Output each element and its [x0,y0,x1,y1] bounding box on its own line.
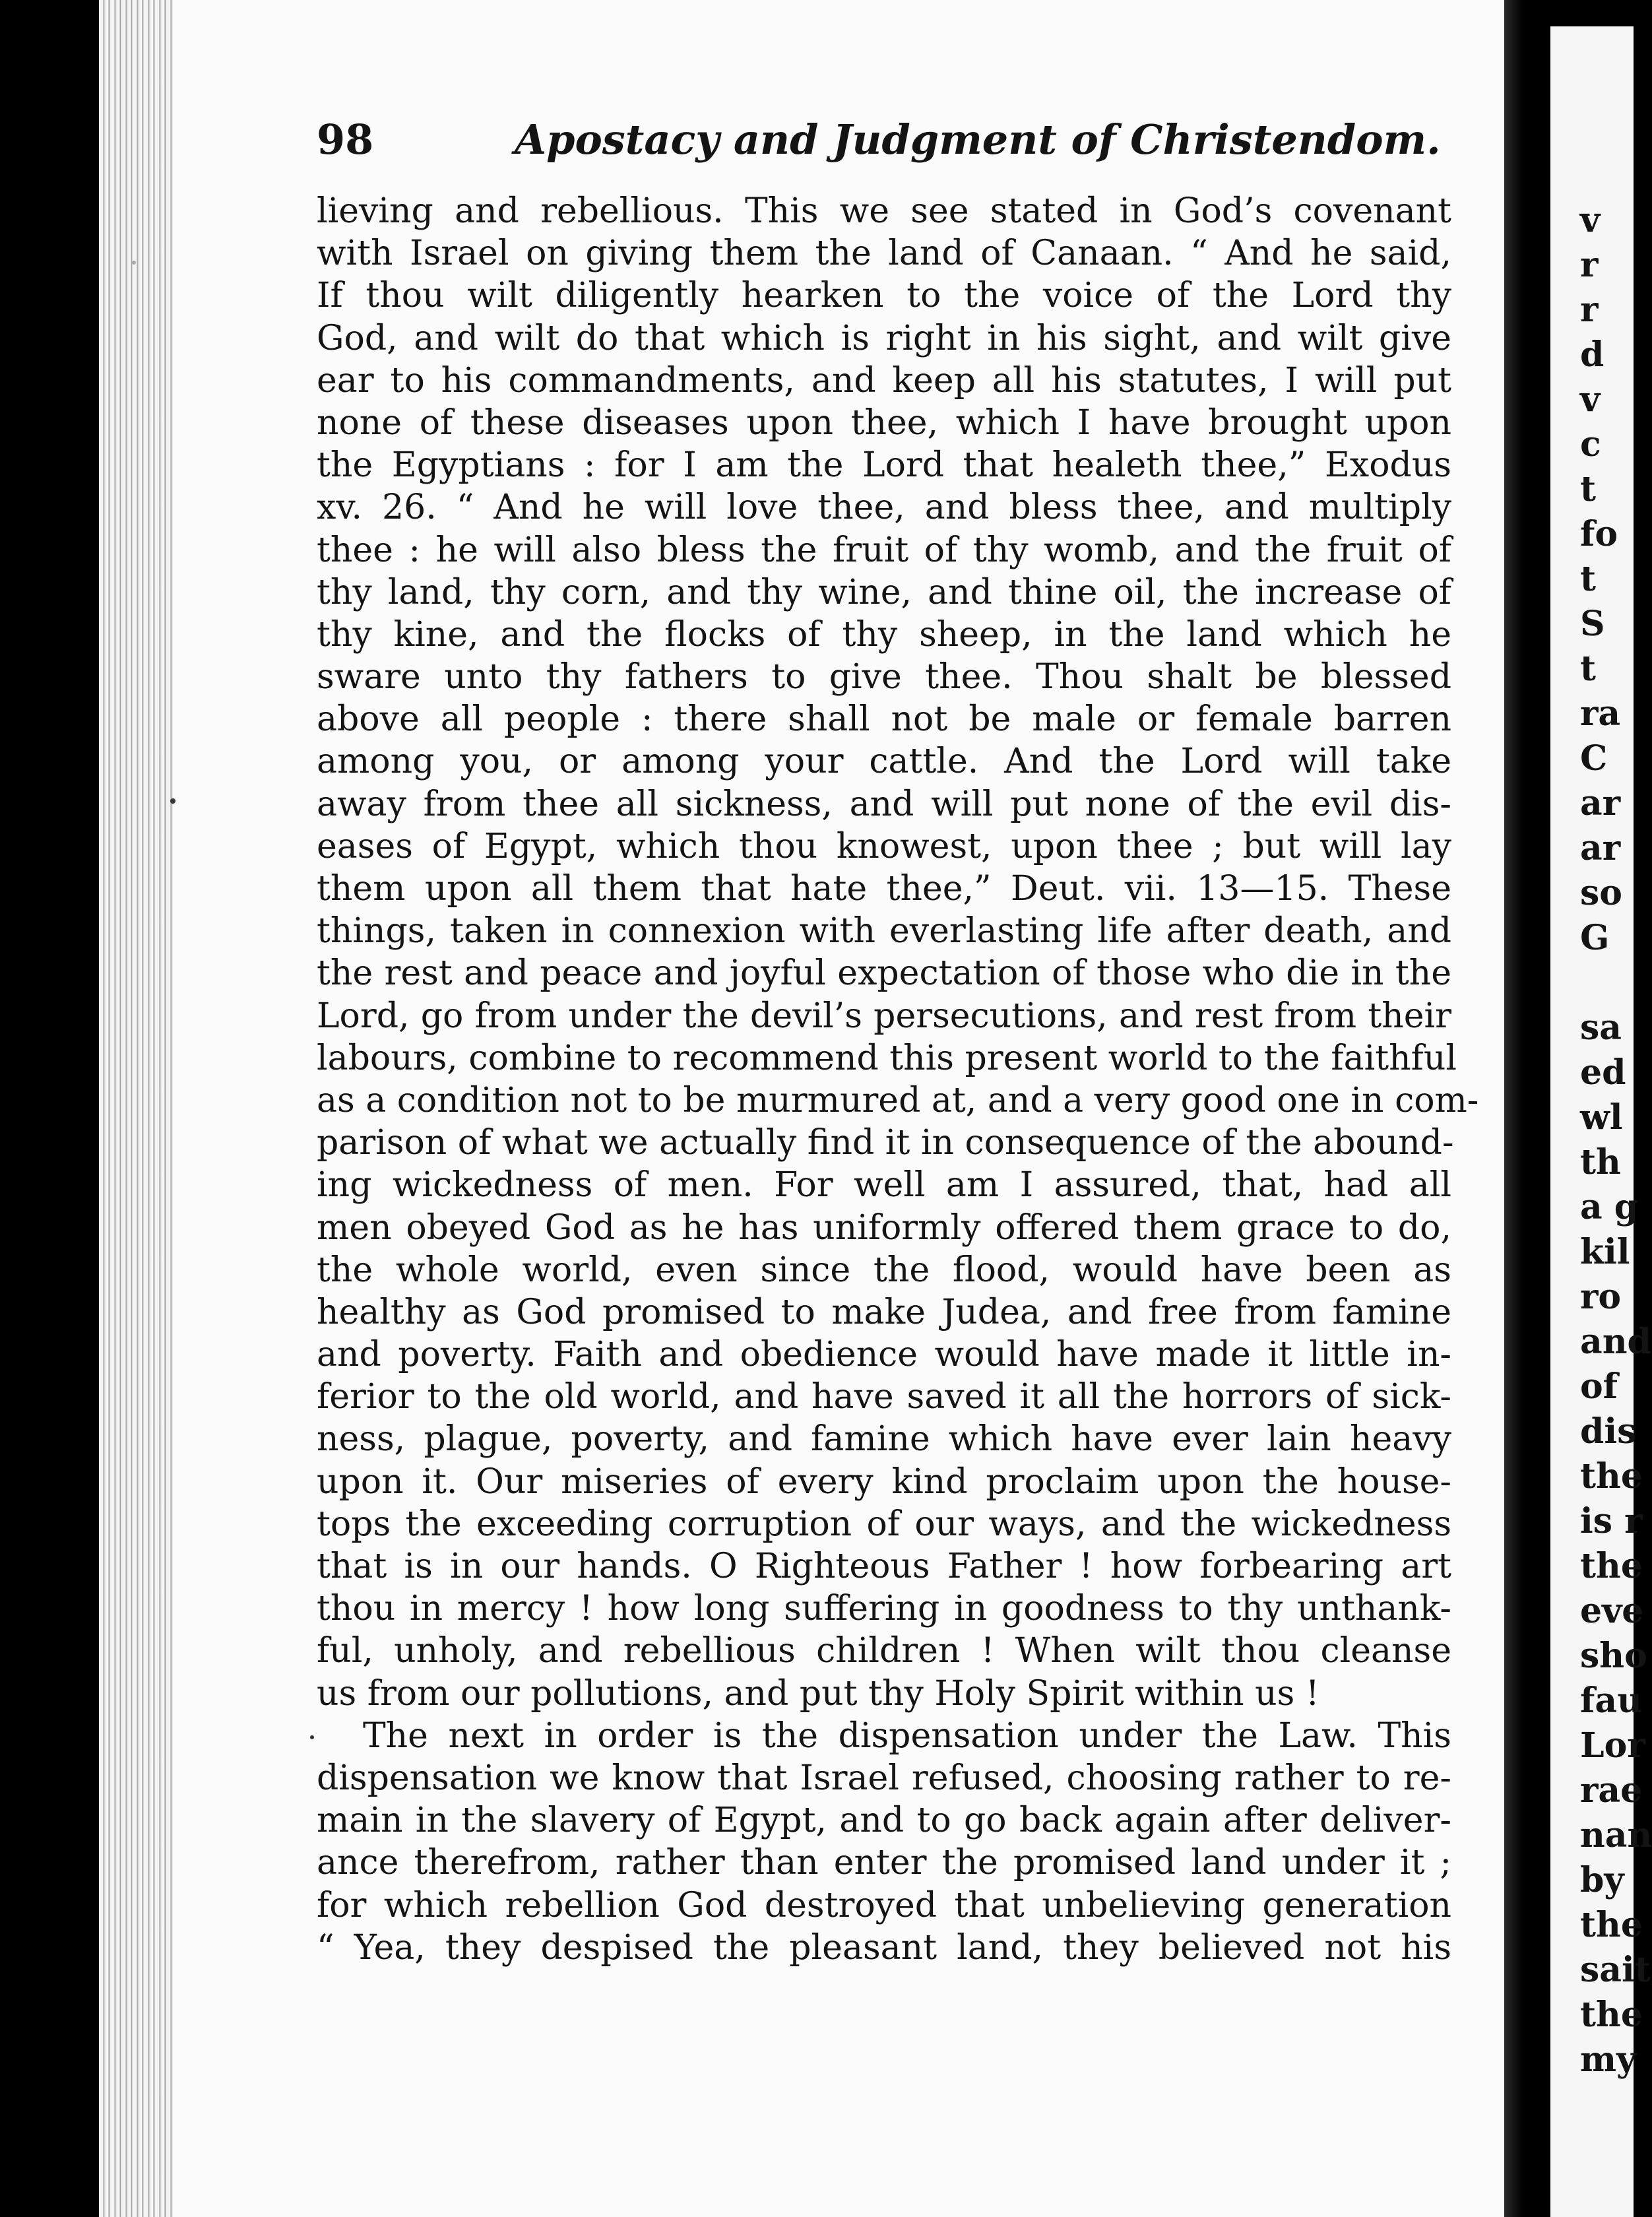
body-line: among you, or among your cattle. And the Lord will take [317,742,1451,782]
body-line: away from thee all sickness, and will put none of the evil dis- [317,784,1451,824]
body-line: the whole world, even since the flood, would have been as [317,1250,1451,1290]
body-line: lieving and rebellious. This we see stated in God’s covenant [317,191,1451,231]
facing-page-fragment: c [1580,424,1601,465]
body-line: ferior to the old world, and have saved it all the horrors of sick- [317,1377,1451,1417]
facing-page-fragment: r [1580,290,1599,330]
facing-page-fragment: so [1580,873,1622,913]
facing-page-fragment: v [1580,200,1601,240]
body-line: and poverty. Faith and obedience would have made it little in- [317,1335,1451,1375]
facing-page-fragment: the [1580,1546,1643,1586]
body-line: If thou wilt diligently hearken to the voice of the Lord thy [317,276,1451,316]
facing-page-text [1580,198,1652,2082]
body-line: thee : he will also bless the fruit of thy womb, and the fruit of [317,530,1451,570]
facing-page-fragment: of [1580,1366,1618,1407]
facing-page-gap [1580,961,1634,1006]
body-line: ance therefrom, rather than enter the promised land under it ; [317,1843,1451,1883]
body-line: thy kine, and the flocks of thy sheep, in the land which he [317,614,1451,655]
scan-speck [132,261,136,265]
scan-speck [310,1735,314,1739]
body-line: them upon all them that hate thee,” Deut. vii. 13—15. These [317,869,1451,909]
facing-page-fragment: ra [1580,693,1621,734]
body-line: Lord, go from under the devil’s persecutions, and rest from their [317,996,1451,1036]
running-head [317,115,1465,181]
facing-page-fragment: th [1580,1142,1621,1182]
body-line: healthy as God promised to make Judea, and free from famine [317,1292,1451,1332]
body-line: for which rebellion God destroyed that unbelieving generation [317,1885,1451,1925]
body-line: that is in our hands. O Righteous Father ! how forbearing art [317,1547,1451,1586]
body-line: eases of Egypt, which thou knowest, upon thee ; but will lay [317,826,1451,866]
facing-page-fragment: r [1580,245,1599,285]
body-line: labours, combine to recommend this present world to the faithful [317,1038,1457,1078]
body-line: the rest and peace and joyful expectation of those who die in the [317,953,1451,994]
facing-page-fragment: ed [1580,1052,1626,1093]
body-line: parison of what we actually find it in consequence of the abound- [317,1123,1454,1163]
facing-page-fragment: is r [1580,1501,1643,1541]
body-line: with Israel on giving them the land of Canaan. “ And he said, [317,234,1451,274]
body-line: xv. 26. “ And he will love thee, and bless thee, and multiply [317,488,1451,528]
body-line: thy land, thy corn, and thy wine, and thine oil, the increase of [317,572,1451,612]
facing-page-fragment: nan [1580,1815,1652,1855]
body-line: us from our pollutions, and put thy Holy Spirit within us ! [317,1673,1319,1714]
body-line: “ Yea, they despised the pleasant land, they believed not his [317,1927,1451,1968]
body-line: thou in mercy ! how long suffering in goodness to thy unthank- [317,1589,1451,1629]
facing-page-fragment: ar [1580,783,1621,823]
page-stack-edges [99,0,178,2217]
facing-page-fragment: dis [1580,1411,1637,1452]
facing-page-fragment: fo [1580,514,1618,554]
facing-page-fragment: fau [1580,1681,1642,1721]
facing-page-fragment: G [1580,918,1610,958]
body-line: The next in order is the dispensation under the Law. This [363,1716,1451,1756]
scan-speck [170,798,175,804]
body-text [317,190,1479,1969]
facing-page-fragment: ro [1580,1277,1622,1317]
body-line: things, taken in connexion with everlasting life after death, and [317,911,1451,951]
facing-page-fragment: the [1580,1905,1643,1945]
body-line: main in the slavery of Egypt, and to go back again after deliver- [317,1801,1451,1841]
body-line: sware unto thy fathers to give thee. Thou shalt be blessed [317,657,1451,697]
body-line: upon it. Our miseries of every kind proclaim upon the house- [317,1462,1451,1502]
facing-page-fragment: sait [1580,1950,1651,1990]
body-line: ful, unholy, and rebellious children ! When wilt thou cleanse [317,1631,1451,1671]
body-line: above all people : there shall not be male or female barren [317,699,1451,740]
running-title: Apostacy and Judgment of Christendom. [515,115,1441,164]
facing-page-fragment: t [1580,649,1597,689]
facing-page-fragment: Lor [1580,1725,1645,1766]
body-line: as a condition not to be murmured at, and a very good one in com- [317,1080,1479,1120]
body-line: ing wickedness of men. For well am I assured, that, had all [317,1165,1451,1205]
facing-page-fragment: rae [1580,1770,1643,1811]
body-line: none of these diseases upon thee, which I have brought upon [317,402,1451,443]
facing-page-fragment: the [1580,1456,1643,1496]
facing-page-fragment: wl [1580,1097,1623,1138]
facing-page-fragment: my [1580,2040,1637,2080]
facing-page-fragment: a g [1580,1187,1639,1227]
facing-page-fragment: d [1580,335,1604,375]
facing-page-fragment: v [1580,379,1601,420]
facing-page-fragment: the [1580,1995,1643,2035]
body-line: tops the exceeding corruption of our ways, and the wickedness [317,1504,1451,1544]
facing-page-fragment: sa [1580,1008,1622,1048]
facing-page-fragment: by [1580,1860,1624,1900]
facing-page-fragment: C [1580,738,1608,779]
body-line: God, and wilt do that which is right in his sight, and wilt give [317,318,1451,358]
body-line: ness, plague, poverty, and famine which have ever lain heavy [317,1419,1451,1460]
facing-page-fragment: eve [1580,1591,1644,1631]
facing-page-fragment: ar [1580,828,1621,868]
facing-page-fragment: and [1580,1322,1651,1362]
facing-page-fragment: t [1580,559,1597,599]
facing-page-fragment: kil [1580,1232,1630,1272]
body-line: ear to his commandments, and keep all his statutes, I will put [317,360,1451,401]
body-line: the Egyptians : for I am the Lord that healeth thee,” Exodus [317,445,1451,486]
body-line: men obeyed God as he has uniformly offered them grace to do, [317,1207,1451,1248]
page-number: 98 [317,115,374,164]
body-line: dispensation we know that Israel refused, choosing rather to re- [317,1758,1451,1798]
facing-page-fragment: sho [1580,1636,1647,1676]
facing-page-fragment: t [1580,469,1597,509]
facing-page-fragment: S [1580,604,1605,644]
book-gutter [1504,0,1550,2217]
